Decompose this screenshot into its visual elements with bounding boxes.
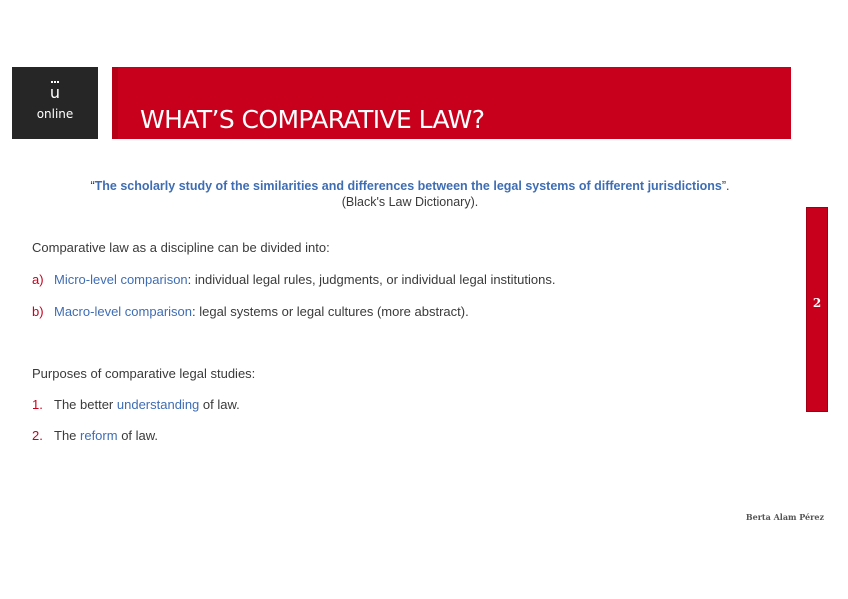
logo-letter: u — [49, 83, 61, 102]
micro-level-term: Micro-level comparison — [54, 272, 188, 287]
definition-quote — [20, 178, 800, 210]
quote-line — [20, 178, 800, 194]
purposes-intro: Purposes of comparative legal studies: — [32, 366, 256, 381]
macro-level-term: Macro-level comparison — [54, 304, 192, 319]
title-band — [112, 67, 791, 139]
page-number: 2 — [812, 296, 822, 310]
understanding-term: understanding — [116, 397, 200, 412]
list-item-text: The better — [54, 397, 117, 412]
list-item — [32, 304, 469, 319]
slide-title: WHAT’S COMPARATIVE LAW? — [140, 105, 485, 134]
reform-term: reform — [80, 428, 118, 443]
page-tab — [806, 207, 828, 412]
division-intro: Comparative law as a discipline can be divided into: — [32, 240, 330, 255]
slide-header — [12, 67, 791, 139]
list-marker: b) — [32, 304, 44, 319]
quote-open-mark: “ — [90, 179, 95, 193]
logo-text: online — [36, 107, 74, 121]
list-item-text: of law. — [117, 428, 159, 443]
quote-close-mark: ”. — [721, 179, 730, 193]
list-item-text: The — [54, 428, 81, 443]
list-marker: 2. — [32, 428, 43, 443]
quote-source: (Black's Law Dictionary). — [341, 195, 479, 209]
list-item — [32, 272, 555, 287]
list-marker: 1. — [32, 397, 43, 412]
list-item-text: : individual legal rules, judgments, or individual legal institutions. — [187, 272, 556, 287]
list-item-text: : legal systems or legal cultures (more abstract). — [192, 304, 469, 319]
list-item — [32, 428, 158, 443]
list-item-text: of law. — [199, 397, 240, 412]
uned-online-logo — [12, 67, 98, 139]
header-divider — [98, 67, 112, 139]
list-item — [32, 397, 240, 412]
quote-text: The scholarly study of the similarities and differences between the legal systems of different jurisdictions — [94, 179, 722, 193]
author-credit: Berta Alam Pérez — [745, 512, 824, 522]
list-marker: a) — [32, 272, 44, 287]
